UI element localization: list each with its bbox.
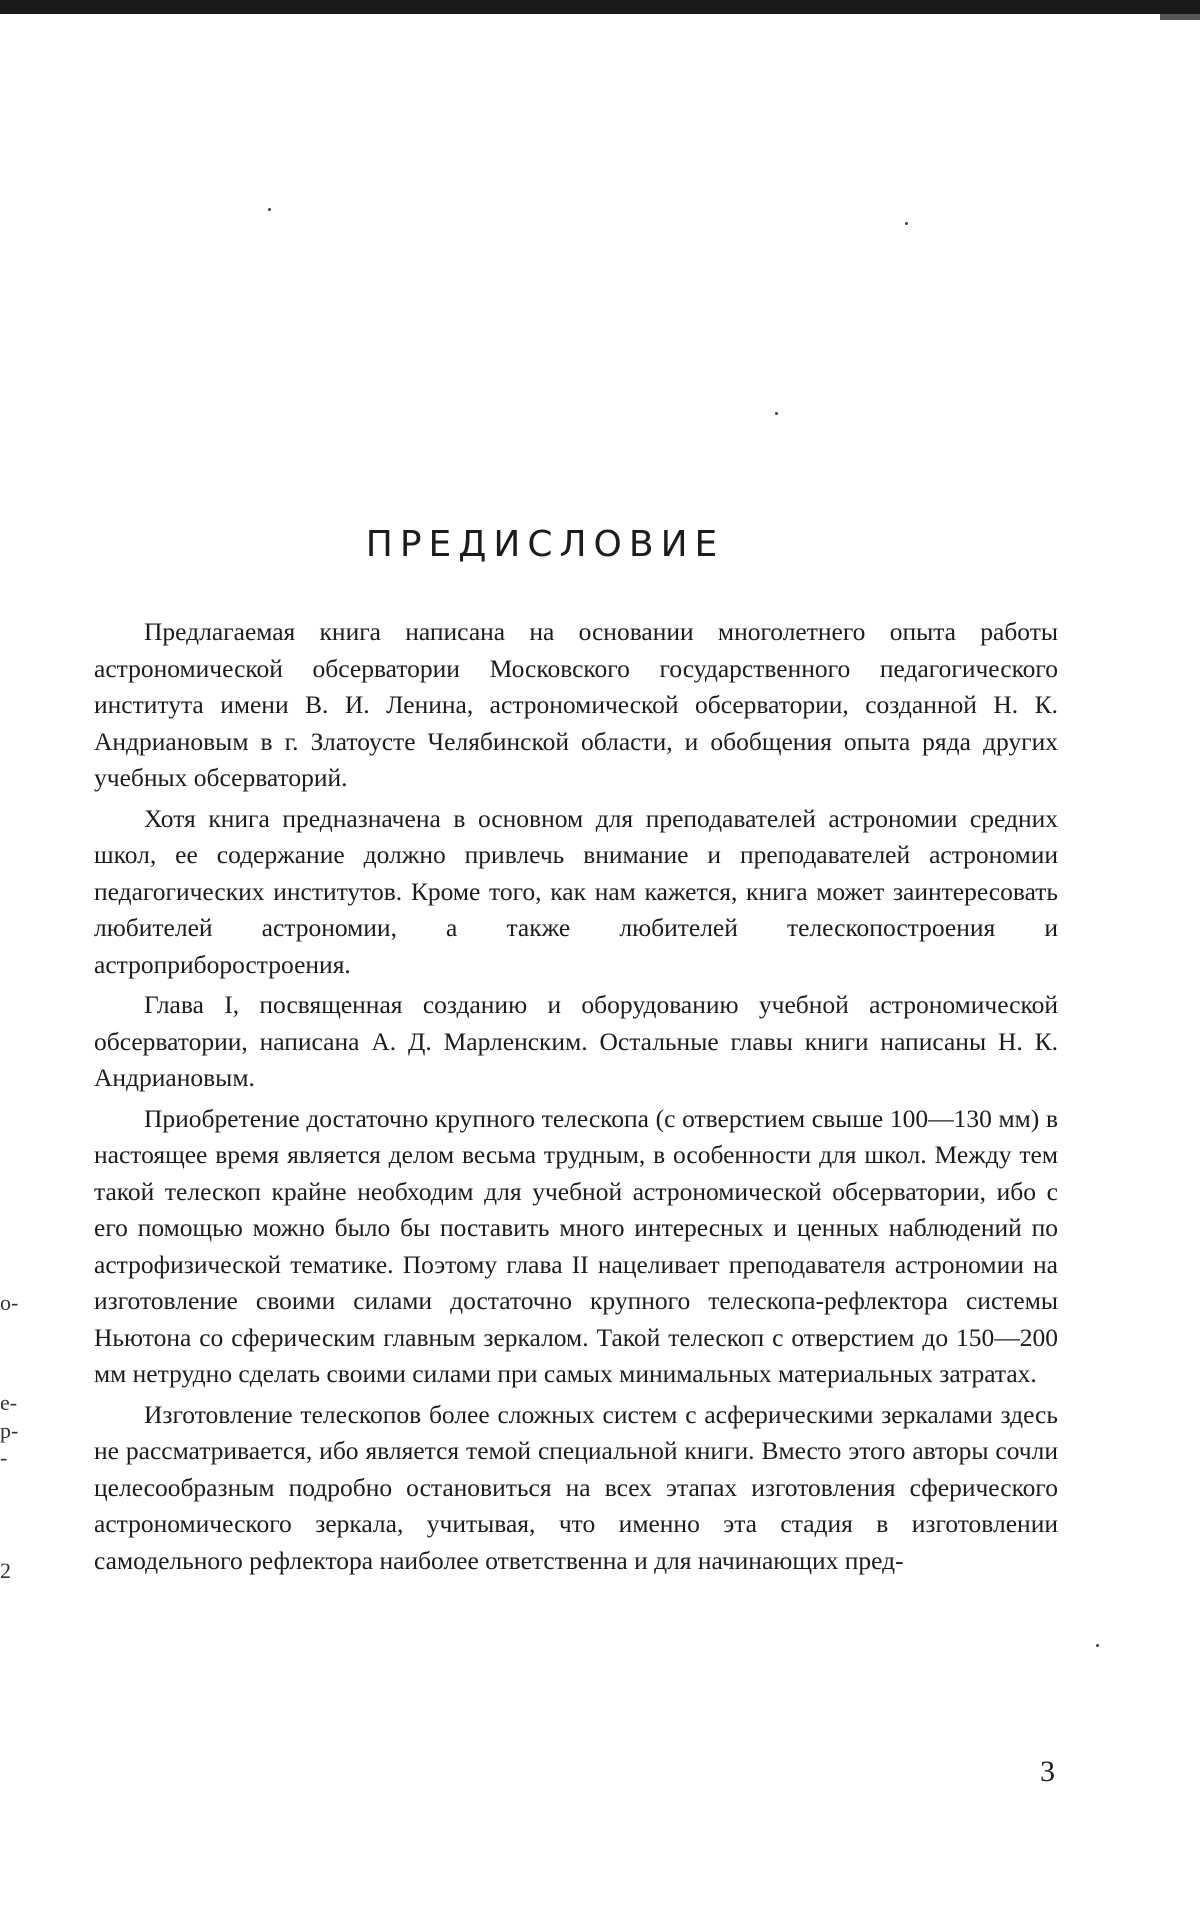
scan-top-edge-corner: [1160, 14, 1200, 20]
margin-mark: е-: [0, 1390, 18, 1415]
scan-speck: [268, 208, 271, 211]
scan-speck: [775, 412, 778, 415]
scan-speck: [905, 222, 908, 225]
paragraph: Изготовление телескопов более сложных систем с асферическими зеркалами здесь не рассматривается, ибо является темой специальной книги. Вместо этого авторы сочли целесообразным подробно остановиться на всех этапах изготовления сферического астрономического зеркала, учитывая, что именно эта стадия в изготовлении самодельного рефлектора наиболее ответственна и для начинающих пред-: [94, 1399, 1058, 1575]
paragraph: Приобретение достаточно крупного телескопа (с отверстием свыше 100—130 мм) в настоящее время является делом весьма трудным, в особенности для школ. Между тем такой телескоп крайне необходим для учебной астрономической обсерватории, ибо с его помощью можно было бы поставить много интересных и ценных наблюдений по астрофизической тематике. Поэтому глава II нацеливает преподавателя астрономии на изготовление своими силами достаточно крупного телескопа-рефлектора системы Ньютона со сферическим главным зеркалом. Такой телескоп с отверстием до 150—200 мм нетрудно сделать своими силами при самых минимальных материальных затратах.: [94, 1103, 1058, 1388]
page-title: ПРЕДИСЛОВИЕ: [365, 524, 725, 565]
paragraph: Глава I, посвященная созданию и оборудованию учебной астрономической обсерватории, написана А. Д. Марленским. Остальные главы книги написаны Н. К. Андриановым.: [94, 990, 1058, 1092]
margin-mark: -: [0, 1445, 8, 1470]
preface-body: [94, 614, 1058, 1583]
paragraph: Хотя книга предназначена в основном для преподавателей астрономии средних школ, ее содержание должно привлечь внимание и преподавателей астрономии педагогических институтов. Кроме того, как нам кажется, книга может заинтересовать любителей астрономии, а также любителей телескопостроения и астроприборостроения.: [94, 803, 1058, 979]
paragraph: Предлагаемая книга написана на основании многолетнего опыта работы астрономической обсерватории Московского государственного педагогического института имени В. И. Ленина, астрономической обсерватории, созданной Н. К. Андриановым в г. Златоусте Челябинской области, и обобщения опыта ряда других учебных обсерваторий.: [94, 617, 1058, 792]
page-number: 3: [1040, 1755, 1055, 1788]
margin-mark: р-: [0, 1418, 19, 1443]
margin-mark: 2: [0, 1558, 11, 1583]
scan-speck: [1096, 1644, 1099, 1647]
margin-mark: о-: [0, 1290, 19, 1315]
scan-top-edge: [0, 0, 1200, 14]
